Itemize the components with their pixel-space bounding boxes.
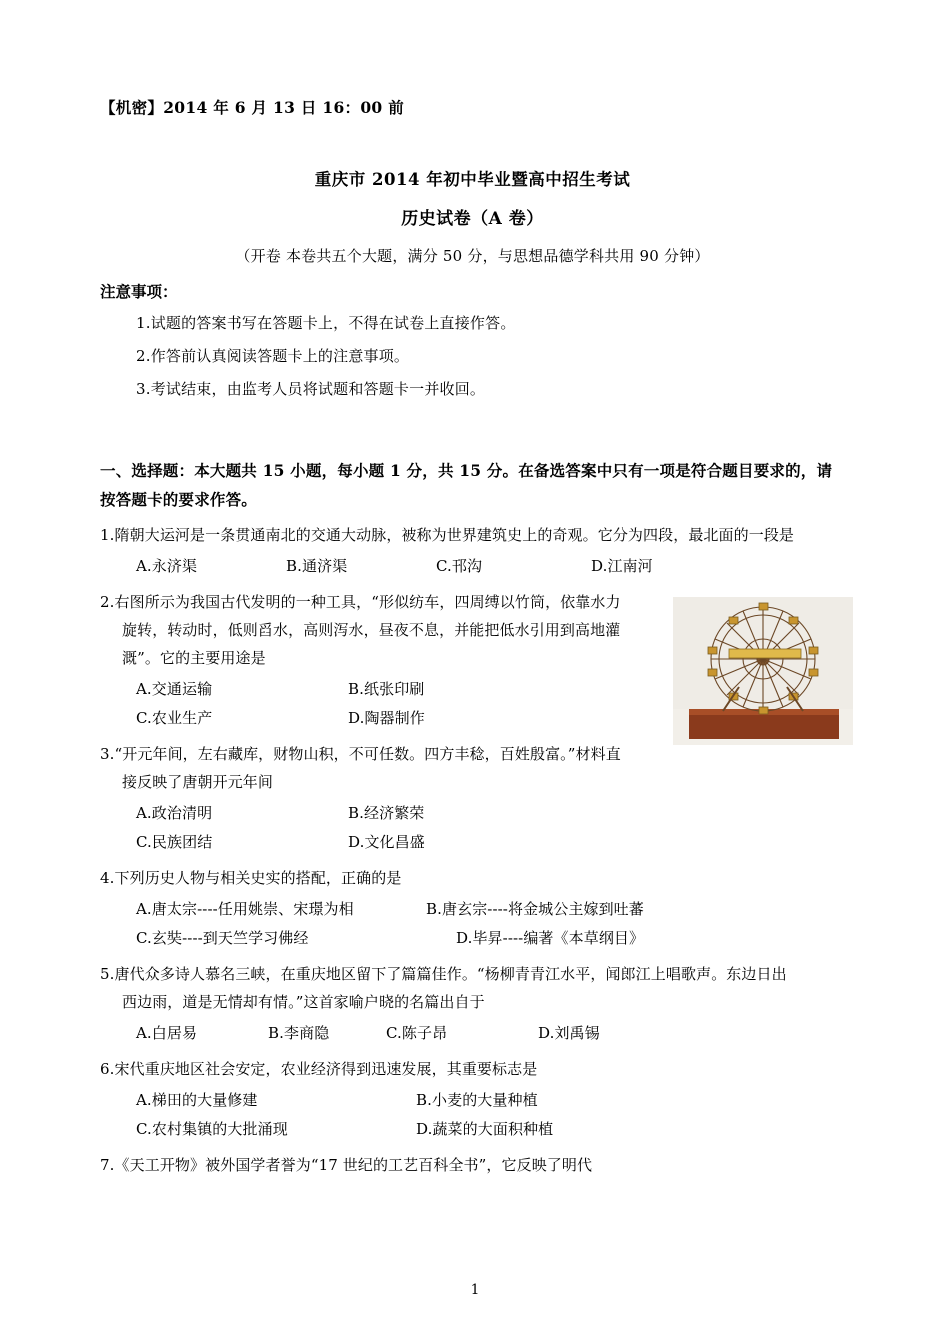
question-1-stem: [100, 522, 845, 550]
question-4-option-a[interactable]: A.唐太宗----任用姚崇、宋璟为相: [136, 899, 354, 918]
section-one-heading: 一、选择题：本大题共 15 小题，每小题 1 分，共 15 分。在备选答案中只有一项是符合题目要求的，请按答题卡的要求作答。: [100, 461, 833, 509]
question-6-option-a[interactable]: A.梯田的大量修建: [136, 1090, 258, 1109]
question-1: [100, 522, 845, 581]
question-5-line-1: 唐代众多诗人慕名三峡，在重庆地区留下了篇篇佳作。“杨柳青青江水平，闻郎江上唱歌声。东边日出: [114, 965, 787, 984]
question-1-options: [100, 552, 845, 581]
question-5-option-c[interactable]: C.陈子昂: [386, 1023, 448, 1042]
question-2-option-b[interactable]: B.纸张印刷: [348, 679, 425, 698]
question-5: [100, 961, 845, 1048]
question-4-option-d[interactable]: D.毕昇----编著《本草纲目》: [456, 929, 645, 948]
question-3-line-2: 接反映了唐朝开元年间: [122, 772, 274, 791]
question-4: [100, 865, 845, 953]
paper-subtitle: 历史试卷（A 卷）: [401, 209, 544, 229]
question-3-line-1: “开元年间，左右藏库，财物山积，不可任数。四方丰稔，百姓殷富。”材料直: [114, 745, 621, 764]
question-1-number: 1.: [100, 526, 115, 545]
question-5-line-2: 西边雨，道是无情却有情。”这首家喻户晓的名篇出自于: [122, 993, 485, 1012]
question-2-line-3: 溉”。它的主要用途是: [122, 648, 266, 667]
question-6-option-b[interactable]: B.小麦的大量种植: [416, 1090, 538, 1109]
question-3-options: [100, 799, 845, 858]
notice-item-3: 3.考试结束，由监考人员将试题和答题卡一并收回。: [136, 380, 486, 398]
question-2-line-2: 旋转，转动时，低则舀水，高则泻水，昼夜不息，并能把低水引用到高地灌: [122, 621, 621, 640]
question-2-option-c[interactable]: C.农业生产: [136, 708, 213, 727]
question-3-option-b[interactable]: B.经济繁荣: [348, 803, 425, 822]
question-2-option-d[interactable]: D.陶器制作: [348, 708, 425, 727]
question-4-options: [100, 895, 845, 954]
question-1-option-b[interactable]: B.通济渠: [286, 557, 348, 576]
question-5-number: 5.: [100, 965, 115, 984]
question-1-option-a[interactable]: A.永济渠: [136, 557, 198, 576]
question-6-options: [100, 1086, 845, 1145]
question-1-option-d[interactable]: D.江南河: [591, 557, 653, 576]
question-4-number: 4.: [100, 869, 115, 888]
question-4-option-c[interactable]: C.玄奘----到天竺学习佛经: [136, 929, 309, 948]
question-7: [100, 1152, 845, 1180]
question-5-options: [100, 1019, 845, 1048]
question-5-option-a[interactable]: A.白居易: [136, 1023, 198, 1042]
question-2-options: [100, 675, 845, 734]
notice-heading: 注意事项：: [100, 282, 178, 301]
question-2-stem: [100, 589, 712, 672]
question-5-option-d[interactable]: D.刘禹锡: [538, 1023, 600, 1042]
confidential-line: 【机密】2014 年 6 月 13 日 16：00 前: [100, 98, 405, 117]
question-6-number: 6.: [100, 1060, 115, 1079]
question-2-line-1: 右图所示为我国古代发明的一种工具，“形似纺车，四周缚以竹筒，依靠水力: [114, 593, 621, 612]
question-6-option-d[interactable]: D.蔬菜的大面积种植: [416, 1120, 554, 1139]
question-3-number: 3.: [100, 745, 115, 764]
question-7-number: 7.: [100, 1156, 115, 1175]
page-title: 重庆市 2014 年初中毕业暨高中招生考试: [314, 170, 631, 189]
notice-item-1: 1.试题的答案书写在答题卡上，不得在试卷上直接作答。: [136, 314, 516, 332]
question-1-text: 隋朝大运河是一条贯通南北的交通大动脉，被称为世界建筑史上的奇观。它分为四段，最北面的一段是: [114, 526, 795, 545]
question-3-option-c[interactable]: C.民族团结: [136, 832, 213, 851]
question-4-text: 下列历史人物与相关史实的搭配，正确的是: [114, 869, 402, 888]
question-4-option-b[interactable]: B.唐玄宗----将金城公主嫁到吐蕃: [426, 899, 644, 918]
page-number: 1: [470, 1282, 480, 1298]
question-5-option-b[interactable]: B.李商隐: [268, 1023, 330, 1042]
question-1-option-c[interactable]: C.邗沟: [436, 557, 483, 576]
question-7-text: 《天工开物》被外国学者誉为“17 世纪的工艺百科全书”，它反映了明代: [114, 1156, 593, 1175]
question-6-option-c[interactable]: C.农村集镇的大批涌现: [136, 1120, 288, 1139]
question-3: [100, 741, 845, 857]
question-2-option-a[interactable]: A.交通运输: [136, 679, 213, 698]
paper-note: （开卷 本卷共五个大题，满分 50 分，与思想品德学科共用 90 分钟）: [235, 247, 710, 265]
notice-item-2: 2.作答前认真阅读答题卡上的注意事项。: [136, 347, 410, 365]
question-3-option-a[interactable]: A.政治清明: [136, 803, 213, 822]
question-6: [100, 1056, 845, 1144]
question-3-option-d[interactable]: D.文化昌盛: [348, 832, 425, 851]
question-2: [100, 589, 845, 733]
question-2-number: 2.: [100, 593, 115, 612]
question-6-text: 宋代重庆地区社会安定，农业经济得到迅速发展，其重要标志是: [114, 1060, 538, 1079]
